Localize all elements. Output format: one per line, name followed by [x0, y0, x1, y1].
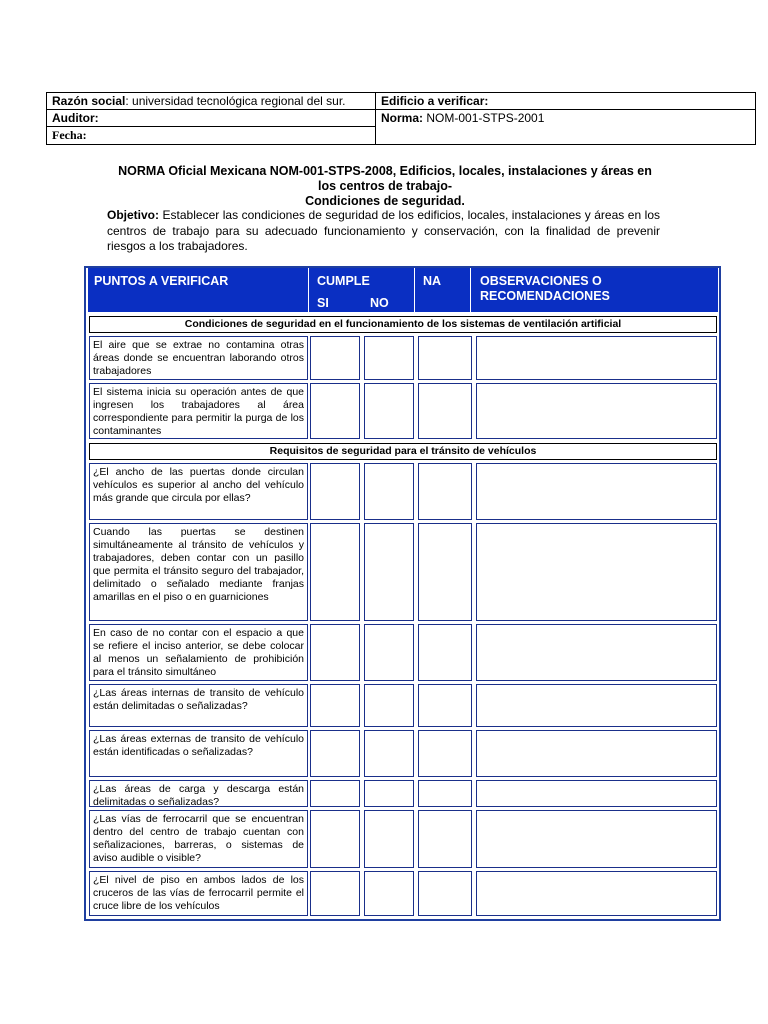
answer-cell-observaciones[interactable]: [476, 730, 717, 777]
norma-cell: [376, 110, 756, 145]
answer-cell-observaciones[interactable]: [476, 684, 717, 727]
answer-cell-na[interactable]: [418, 463, 472, 520]
objective-label: Objetivo:: [107, 208, 160, 222]
auditor-label: Auditor:: [52, 111, 99, 125]
document-title-line2: los centros de trabajo-: [317, 179, 453, 193]
auditor-cell: [47, 110, 376, 127]
answer-cell-no[interactable]: [364, 780, 414, 807]
checklist-question: El aire que se extrae no contamina otras áreas donde se encuentran laborando otros trabajadores: [89, 336, 308, 380]
answer-cell-na[interactable]: [418, 624, 472, 681]
section-title: Requisitos de seguridad para el tránsito de vehículos: [89, 443, 717, 460]
answer-cell-si[interactable]: [310, 730, 360, 777]
norma-label: Norma:: [381, 111, 424, 125]
razon-social-label: Razón social: [52, 94, 126, 108]
answer-cell-na[interactable]: [418, 871, 472, 916]
col-cumple-header: CUMPLE: [317, 274, 370, 288]
answer-cell-no[interactable]: [364, 624, 414, 681]
objective-text: Establecer las condiciones de seguridad de los edificios, locales, instalaciones y áreas en los centros de trabajo para su adecuado funcionamiento y conservación, con la finalidad de prevenir riesgos a los trabajadores.: [107, 208, 660, 253]
answer-cell-si[interactable]: [310, 780, 360, 807]
answer-cell-na[interactable]: [418, 730, 472, 777]
header-divider: [470, 268, 471, 312]
checklist-question: El sistema inicia su operación antes de que ingresen los trabajadores al área correspondiente para permitir la purga de los contaminantes: [89, 383, 308, 439]
document-title-line3: Condiciones de seguridad.: [305, 194, 465, 208]
section-title: Condiciones de seguridad en el funcionamiento de los sistemas de ventilación artificial: [89, 316, 717, 333]
col-observaciones-header: OBSERVACIONES O: [480, 274, 602, 288]
col-na-header: NA: [423, 274, 442, 288]
razon-social-value: : universidad tecnológica regional del sur.: [125, 94, 346, 108]
checklist-question: ¿Las áreas internas de transito de vehículo están delimitadas o señalizadas?: [89, 684, 308, 727]
answer-cell-si[interactable]: [310, 871, 360, 916]
answer-cell-no[interactable]: [364, 463, 414, 520]
col-recomendaciones-header: RECOMENDACIONES: [480, 289, 610, 303]
header-info-table: [46, 92, 756, 145]
answer-cell-si[interactable]: [310, 624, 360, 681]
document-title-line1: NORMA Oficial Mexicana NOM-001-STPS-2008, Edificios, locales, instalaciones y áreas en: [118, 164, 652, 178]
answer-cell-si[interactable]: [310, 684, 360, 727]
header-divider: [308, 268, 309, 312]
answer-cell-no[interactable]: [364, 383, 414, 439]
header-divider: [414, 268, 415, 312]
checklist-header-bar: [88, 268, 718, 312]
answer-cell-na[interactable]: [418, 684, 472, 727]
checklist-question: ¿Las áreas de carga y descarga están delimitadas o señalizadas?: [89, 780, 308, 807]
answer-cell-no[interactable]: [364, 871, 414, 916]
answer-cell-observaciones[interactable]: [476, 336, 717, 380]
checklist-question: En caso de no contar con el espacio a que se refiere el inciso anterior, se debe colocar al menos un señalamiento de prohibición para el tránsito simultáneo: [89, 624, 308, 681]
answer-cell-observaciones[interactable]: [476, 383, 717, 439]
answer-cell-si[interactable]: [310, 336, 360, 380]
answer-cell-no[interactable]: [364, 730, 414, 777]
checklist-question: ¿El ancho de las puertas donde circulan vehículos es superior al ancho del vehículo más grande que circula por ellas?: [89, 463, 308, 520]
answer-cell-no[interactable]: [364, 684, 414, 727]
answer-cell-si[interactable]: [310, 383, 360, 439]
objective-paragraph: [107, 208, 660, 255]
answer-cell-observaciones[interactable]: [476, 523, 717, 621]
answer-cell-na[interactable]: [418, 810, 472, 868]
answer-cell-na[interactable]: [418, 523, 472, 621]
answer-cell-observaciones[interactable]: [476, 463, 717, 520]
answer-cell-observaciones[interactable]: [476, 624, 717, 681]
answer-cell-observaciones[interactable]: [476, 810, 717, 868]
answer-cell-no[interactable]: [364, 336, 414, 380]
edificio-label: Edificio a verificar:: [381, 94, 489, 108]
col-si-header: SI: [317, 296, 329, 310]
fecha-cell: [47, 127, 376, 145]
answer-cell-si[interactable]: [310, 810, 360, 868]
razon-social-cell: [47, 93, 376, 110]
answer-cell-na[interactable]: [418, 780, 472, 807]
answer-cell-no[interactable]: [364, 810, 414, 868]
norma-value: NOM-001-STPS-2001: [423, 111, 545, 125]
fecha-label: Fecha:: [52, 128, 87, 142]
answer-cell-observaciones[interactable]: [476, 780, 717, 807]
edificio-cell: [376, 93, 756, 110]
answer-cell-na[interactable]: [418, 383, 472, 439]
checklist-question: ¿El nivel de piso en ambos lados de los cruceros de las vías de ferrocarril permite el cruce libre de los vehículos: [89, 871, 308, 916]
answer-cell-si[interactable]: [310, 523, 360, 621]
col-no-header: NO: [370, 296, 389, 310]
answer-cell-na[interactable]: [418, 336, 472, 380]
checklist-question: ¿Las áreas externas de transito de vehículo están identificadas o señalizadas?: [89, 730, 308, 777]
col-puntos-header: PUNTOS A VERIFICAR: [94, 274, 229, 288]
checklist-question: ¿Las vías de ferrocarril que se encuentran dentro del centro de trabajo cuentan con señalizaciones, barreras, o sistemas de aviso audible o visible?: [89, 810, 308, 868]
answer-cell-no[interactable]: [364, 523, 414, 621]
answer-cell-observaciones[interactable]: [476, 871, 717, 916]
answer-cell-si[interactable]: [310, 463, 360, 520]
checklist-question: Cuando las puertas se destinen simultáneamente al tránsito de vehículos y trabajadores, deben contar con un pasillo que permita el tránsito seguro del trabajador, delimitado o señalado mediante franjas amarillas en el piso o en guarniciones: [89, 523, 308, 621]
